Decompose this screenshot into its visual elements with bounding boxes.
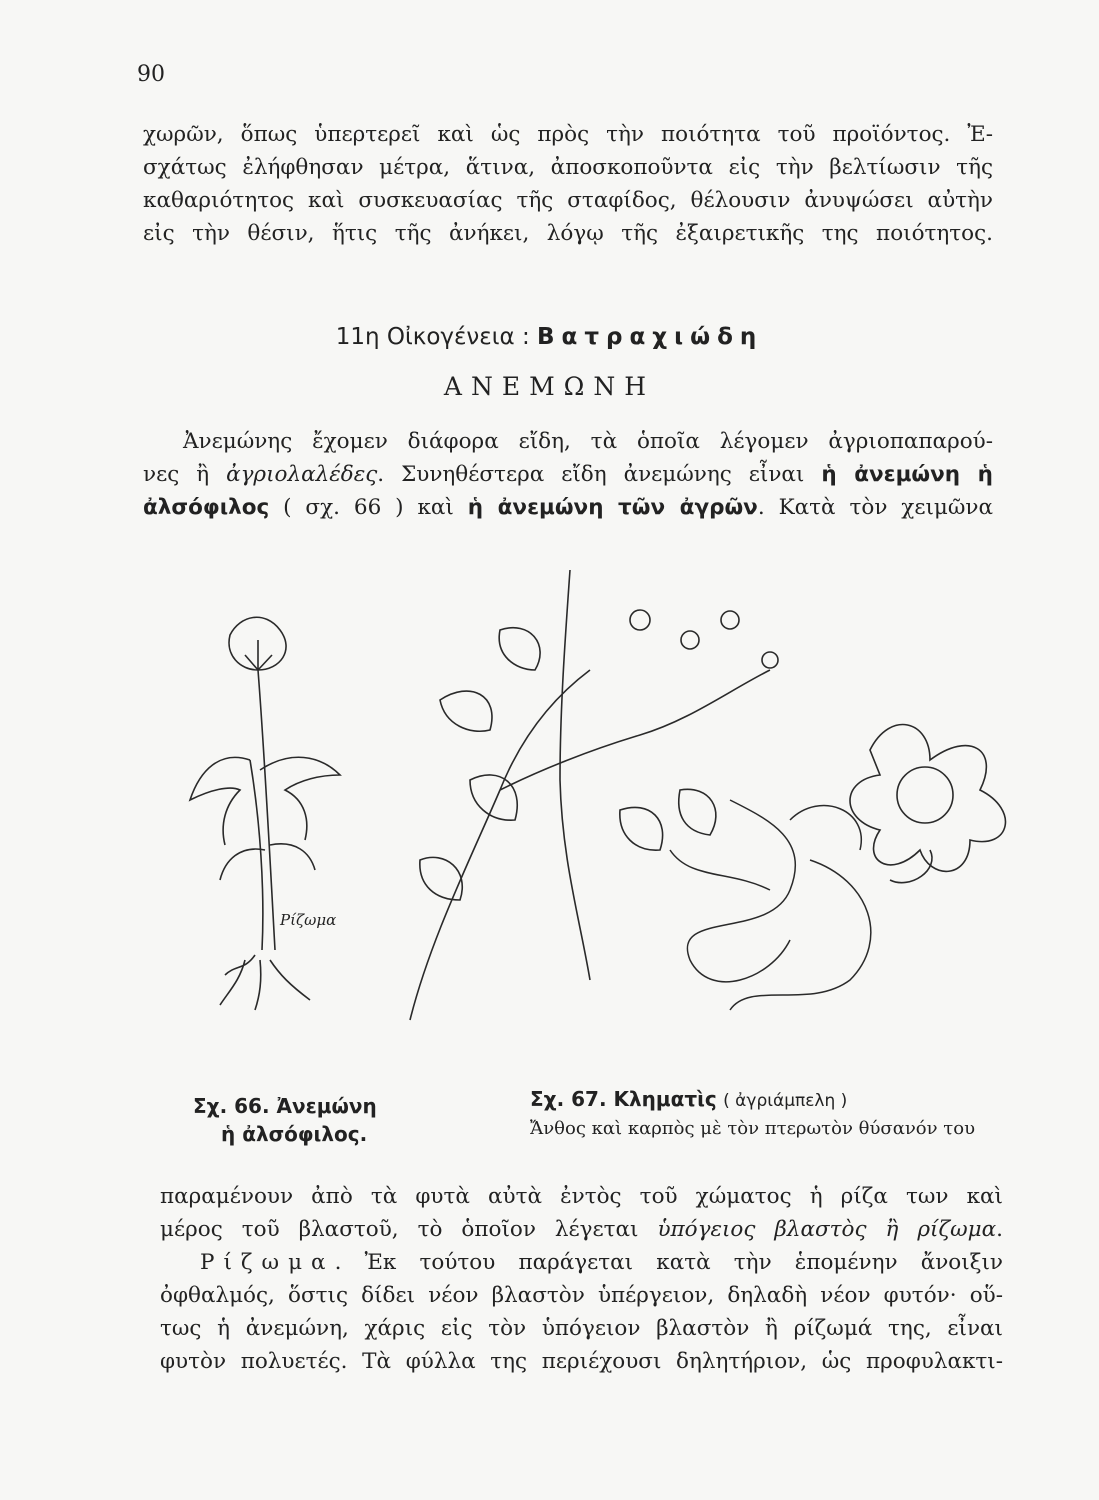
text-run: . Συνηθέστερα εἴδη ἀνεμώνης εἶναι: [377, 462, 822, 487]
text-line: χωρῶν, ὅπως ὑπερτερεῖ καὶ ὡς πρὸς τὴν ποιότητα τοῦ προϊόντος. Ἐ-: [143, 122, 993, 147]
figure-67-label: Σχ. 67. Κληματὶς: [530, 1087, 717, 1111]
clematis-flower-drawing: [850, 725, 1005, 883]
text-line: [143, 458, 993, 491]
text-line: [160, 1213, 1003, 1246]
figure-66-subtitle: ἡ ἀλσόφιλος.: [221, 1122, 368, 1146]
text-line: εἰς τὴν θέσιν, ἥτις τῆς ἀνήκει, λόγῳ τῆς ἐξαιρετικῆς της ποιότητος.: [143, 221, 993, 246]
spaced-run: Ρίζωμα: [200, 1250, 335, 1275]
text-run: ( σχ. 66 ) καὶ: [269, 495, 468, 520]
rhizome-paragraph: [160, 1180, 1003, 1378]
italic-run: ἀγριολαλέδες: [226, 462, 378, 487]
text-line: παραμένουν ἀπὸ τὰ φυτὰ αὐτὰ ἐντὸς τοῦ χώματος ἡ ρίζα των καὶ: [160, 1184, 1003, 1209]
text-line: σχάτως ἐλήφθησαν μέτρα, ἅτινα, ἀποσκοποῦντα εἰς τὴν βελτίωσιν τῆς: [143, 155, 993, 180]
family-heading: [0, 324, 1099, 350]
bold-run: ἀλσόφιλος: [143, 495, 270, 520]
family-heading-prefix: 11η Οἰκογένεια :: [335, 324, 538, 350]
page-number: 90: [137, 62, 165, 87]
text-run: . Κατὰ τὸν χειμῶνα: [757, 495, 993, 520]
section-title: ΑΝΕΜΩΝΗ: [443, 372, 656, 401]
text-line: [143, 491, 993, 524]
text-run: . Ἐκ τούτου παράγεται κατὰ τὴν ἑπομένην ἄνοιξιν: [334, 1250, 1003, 1275]
figure-67-subtitle: Ἄνθος καὶ καρπὸς μὲ τὸν πτερωτὸν θύσανόν του: [530, 1118, 976, 1139]
bold-run: ἡ ἀνεμώνη τῶν ἀγρῶν: [467, 495, 758, 520]
rhizome-label: Ρίζωμα: [280, 911, 337, 929]
anemone-plant-drawing: [190, 617, 340, 1010]
family-heading-name: Βατραχιώδη: [537, 324, 764, 350]
text-run: νες ἢ: [143, 462, 227, 487]
figure-67-common-name: ( ἀγριάμπελη ): [723, 1091, 848, 1111]
figure-66-caption: [193, 1092, 377, 1148]
text-line: ὀφθαλμός, ὅστις δίδει νέον βλαστὸν ὑπέργειον, δηλαδὴ νέον φυτόν· οὕ-: [160, 1283, 1003, 1308]
anemone-paragraph: [143, 425, 993, 524]
italic-run: ὑπόγειος βλαστὸς ἢ ρίζωμα: [657, 1217, 997, 1242]
text-line: Ἀνεμώνης ἔχομεν διάφορα εἴδη, τὰ ὁποῖα λέγομεν ἀγριοπαπαρού-: [183, 429, 993, 454]
figure-66-label: Σχ. 66. Ἀνεμώνη: [193, 1094, 377, 1118]
text-line: καθαριότητος καὶ συσκευασίας τῆς σταφίδος, θέλουσιν ἀνυψώσει αὐτὴν: [143, 188, 993, 213]
text-line: [160, 1246, 1003, 1279]
text-line: φυτὸν πολυετές. Τὰ φύλλα της περιέχουσι δηλητήριον, ὡς προφυλακτι-: [160, 1349, 1003, 1374]
figure-67-caption: [530, 1085, 975, 1143]
plant-illustrations: [170, 560, 1030, 1080]
clematis-vine-drawing: [410, 570, 778, 1020]
text-run: .: [996, 1217, 1003, 1242]
clematis-plume-drawing: [670, 800, 871, 1010]
text-run: μέρος τοῦ βλαστοῦ, τὸ ὁποῖον λέγεται: [160, 1217, 658, 1242]
intro-paragraph: [143, 118, 993, 250]
text-line: τως ἡ ἀνεμώνη, χάρις εἰς τὸν ὑπόγειον βλαστὸν ἢ ρίζωμά της, εἶναι: [160, 1316, 1003, 1341]
bold-run: ἡ ἀνεμώνη ἡ: [821, 462, 993, 487]
